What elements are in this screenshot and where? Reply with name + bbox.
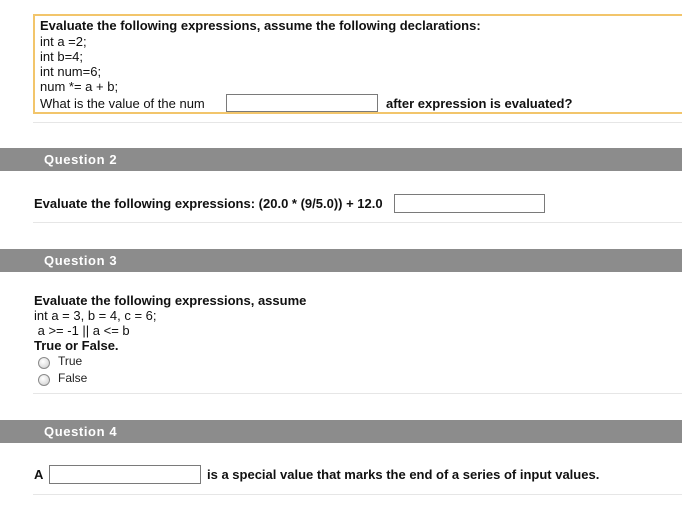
question-1-prompt-after: after expression is evaluated? bbox=[386, 96, 573, 111]
question-1-container bbox=[33, 14, 682, 114]
question-3-header bbox=[0, 249, 682, 272]
radio-true-label[interactable]: True bbox=[58, 354, 83, 368]
code-line-3: int num=6; bbox=[40, 64, 102, 79]
divider bbox=[33, 494, 682, 495]
question-3-line-4: True or False. bbox=[34, 338, 119, 353]
radio-true[interactable] bbox=[38, 357, 50, 369]
question-4-suffix: is a special value that marks the end of a series of input values. bbox=[207, 467, 600, 482]
code-line-4: num *= a + b; bbox=[40, 79, 119, 94]
question-1-answer-input[interactable] bbox=[226, 94, 378, 112]
question-2-header bbox=[0, 148, 682, 171]
divider bbox=[33, 222, 682, 223]
radio-false[interactable] bbox=[38, 374, 50, 386]
question-3-line-1: Evaluate the following expressions, assume bbox=[34, 293, 307, 308]
divider bbox=[33, 393, 682, 394]
question-2-prompt: Evaluate the following expressions: (20.0 * (9/5.0)) + 12.0 bbox=[34, 196, 383, 211]
question-1-intro: Evaluate the following expressions, assume the following declarations: bbox=[40, 18, 481, 33]
question-4-answer-input[interactable] bbox=[49, 465, 201, 484]
divider bbox=[33, 122, 682, 123]
question-2-title: Question 2 bbox=[44, 152, 118, 167]
question-3-line-3: a >= -1 || a <= b bbox=[34, 323, 130, 338]
code-line-1: int a =2; bbox=[40, 34, 87, 49]
question-4-prefix: A bbox=[34, 467, 44, 482]
question-3-title: Question 3 bbox=[44, 253, 118, 268]
question-4-title: Question 4 bbox=[44, 424, 118, 439]
code-line-2: int b=4; bbox=[40, 49, 84, 64]
question-2-answer-input[interactable] bbox=[394, 194, 545, 213]
question-4-header bbox=[0, 420, 682, 443]
question-3-line-2: int a = 3, b = 4, c = 6; bbox=[34, 308, 157, 323]
question-1-prompt-before: What is the value of the num bbox=[40, 96, 205, 111]
radio-false-label[interactable]: False bbox=[58, 371, 88, 385]
